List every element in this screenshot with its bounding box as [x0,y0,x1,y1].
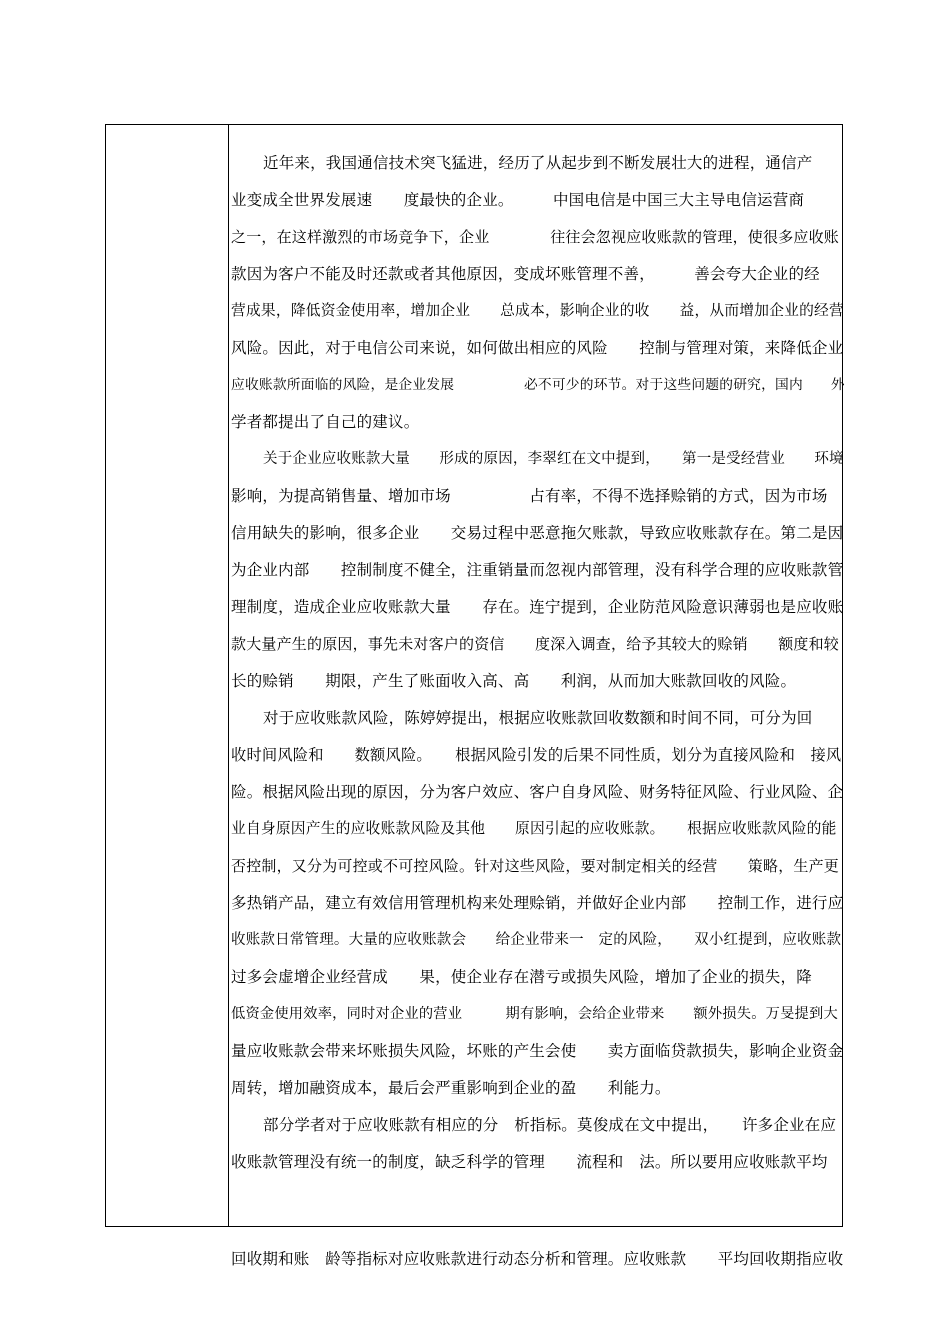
text-line: 学者都提出了自己的建议。 [231,413,420,431]
paragraph [231,1110,845,1268]
paragraph [231,148,845,444]
text-line: 低资金使用效率，同时对企业的营业 期有影响，会给企业带来 额外损失。万旻提到大 [231,1006,838,1022]
text-line: 之一，在这样激烈的市场竞争下，企业 往往会忽视应收账款的管理，使很多应收账 [231,228,840,246]
text-line: 长的赊销 期限，产生了账面收入高、高 利润，从而加大账款回收的风险。 [231,672,797,690]
text-line: 业自身原因产生的应收账款风险及其他 原因引起的应收账款。 根据应收账款风险的能 [231,820,837,837]
text-line: 回收期和账 龄等指标对应收账款进行动态分析和管理。应收账款 平均回收期指应收 [231,1250,844,1268]
text-line: 过多会虚增企业经营成 果，使企业存在潜亏或损失风险，增加了企业的损失，降 [231,968,812,986]
text-line: 收账款日常管理。大量的应收账款会 给企业带来一 定的风险， 双小红提到，应收账款 [231,932,842,948]
paragraph [231,444,845,703]
text-line: 量应收账款会带来坏账损失风险，坏账的产生会使 卖方面临贷款损失，影响企业资金 [231,1042,844,1060]
text-line: 营成果，降低资金使用率，增加企业 总成本，影响企业的收 益，从而增加企业的经营 [231,302,844,319]
text-line: 为企业内部 控制制度不健全，注重销量而忽视内部管理，没有科学合理的应收账款管 [231,561,844,579]
text-line: 款大量产生的原因，事先未对客户的资信 度深入调查，给予其较大的赊销 额度和较 [231,635,840,653]
text-line: 收时间风险和 数额风险。 根据风险引发的后果不同性质，划分为直接风险和 接风 [231,746,842,764]
text-line: 关于企业应收账款大量 形成的原因，李翠红在文中提到， 第一是受经营业 环境 [263,451,844,467]
text-line: 信用缺失的影响，很多企业 交易过程中恶意拖欠账款，导致应收账款存在。第二是因 [231,524,844,542]
text-line: 多热销产品，建立有效信用管理机构来处理赊销，并做好企业内部 控制工作，进行应 [231,894,844,912]
text-line: 险。根据风险出现的原因，分为客户效应、客户自身风险、财务特征风险、行业风险、企 [231,783,844,801]
text-line: 影响，为提高销售量、增加市场 占有率，不得不选择赊销的方式，因为市场 [231,487,828,505]
text-line: 业变成全世界发展速 度最快的企业。 中国电信是中国三大主导电信运营商 [231,191,805,209]
text-line: 部分学者对于应收账款有相应的分 析指标。莫俊成在文中提出， 许多企业在应 [263,1116,837,1134]
text-line: 否控制，又分为可控或不可控风险。针对这些风险，要对制定相关的经营 策略，生产更 [231,857,840,875]
table-column-divider [228,124,229,1227]
text-line: 近年来，我国通信技术突飞猛进，经历了从起步到不断发展壮大的进程，通信产 [263,154,813,172]
text-line: 风险。因此，对于电信公司来说，如何做出相应的风险 控制与管理对策，来降低企业 [231,339,844,357]
text-line: 应收账款所面临的风险，是企业发展 必不可少的环节。对于这些问题的研究，国内 外 [231,377,845,393]
text-line: 收账款管理没有统一的制度，缺乏科学的管理 流程和 法。所以要用应收账款平均 [231,1153,828,1171]
document-body [231,148,845,1268]
text-line: 周转，增加融资成本，最后会严重影响到企业的盈 利能力。 [231,1079,671,1097]
paragraph [231,703,845,1110]
text-line: 理制度，造成企业应收账款大量 存在。连宁提到，企业防范风险意识薄弱也是应收账 [231,598,844,616]
text-line: 对于应收账款风险，陈婷婷提出，根据应收账款回收数额和时间不同，可分为回 [263,709,813,727]
text-line: 款因为客户不能及时还款或者其他原因，变成坏账管理不善， 善会夸大企业的经 [231,265,820,283]
